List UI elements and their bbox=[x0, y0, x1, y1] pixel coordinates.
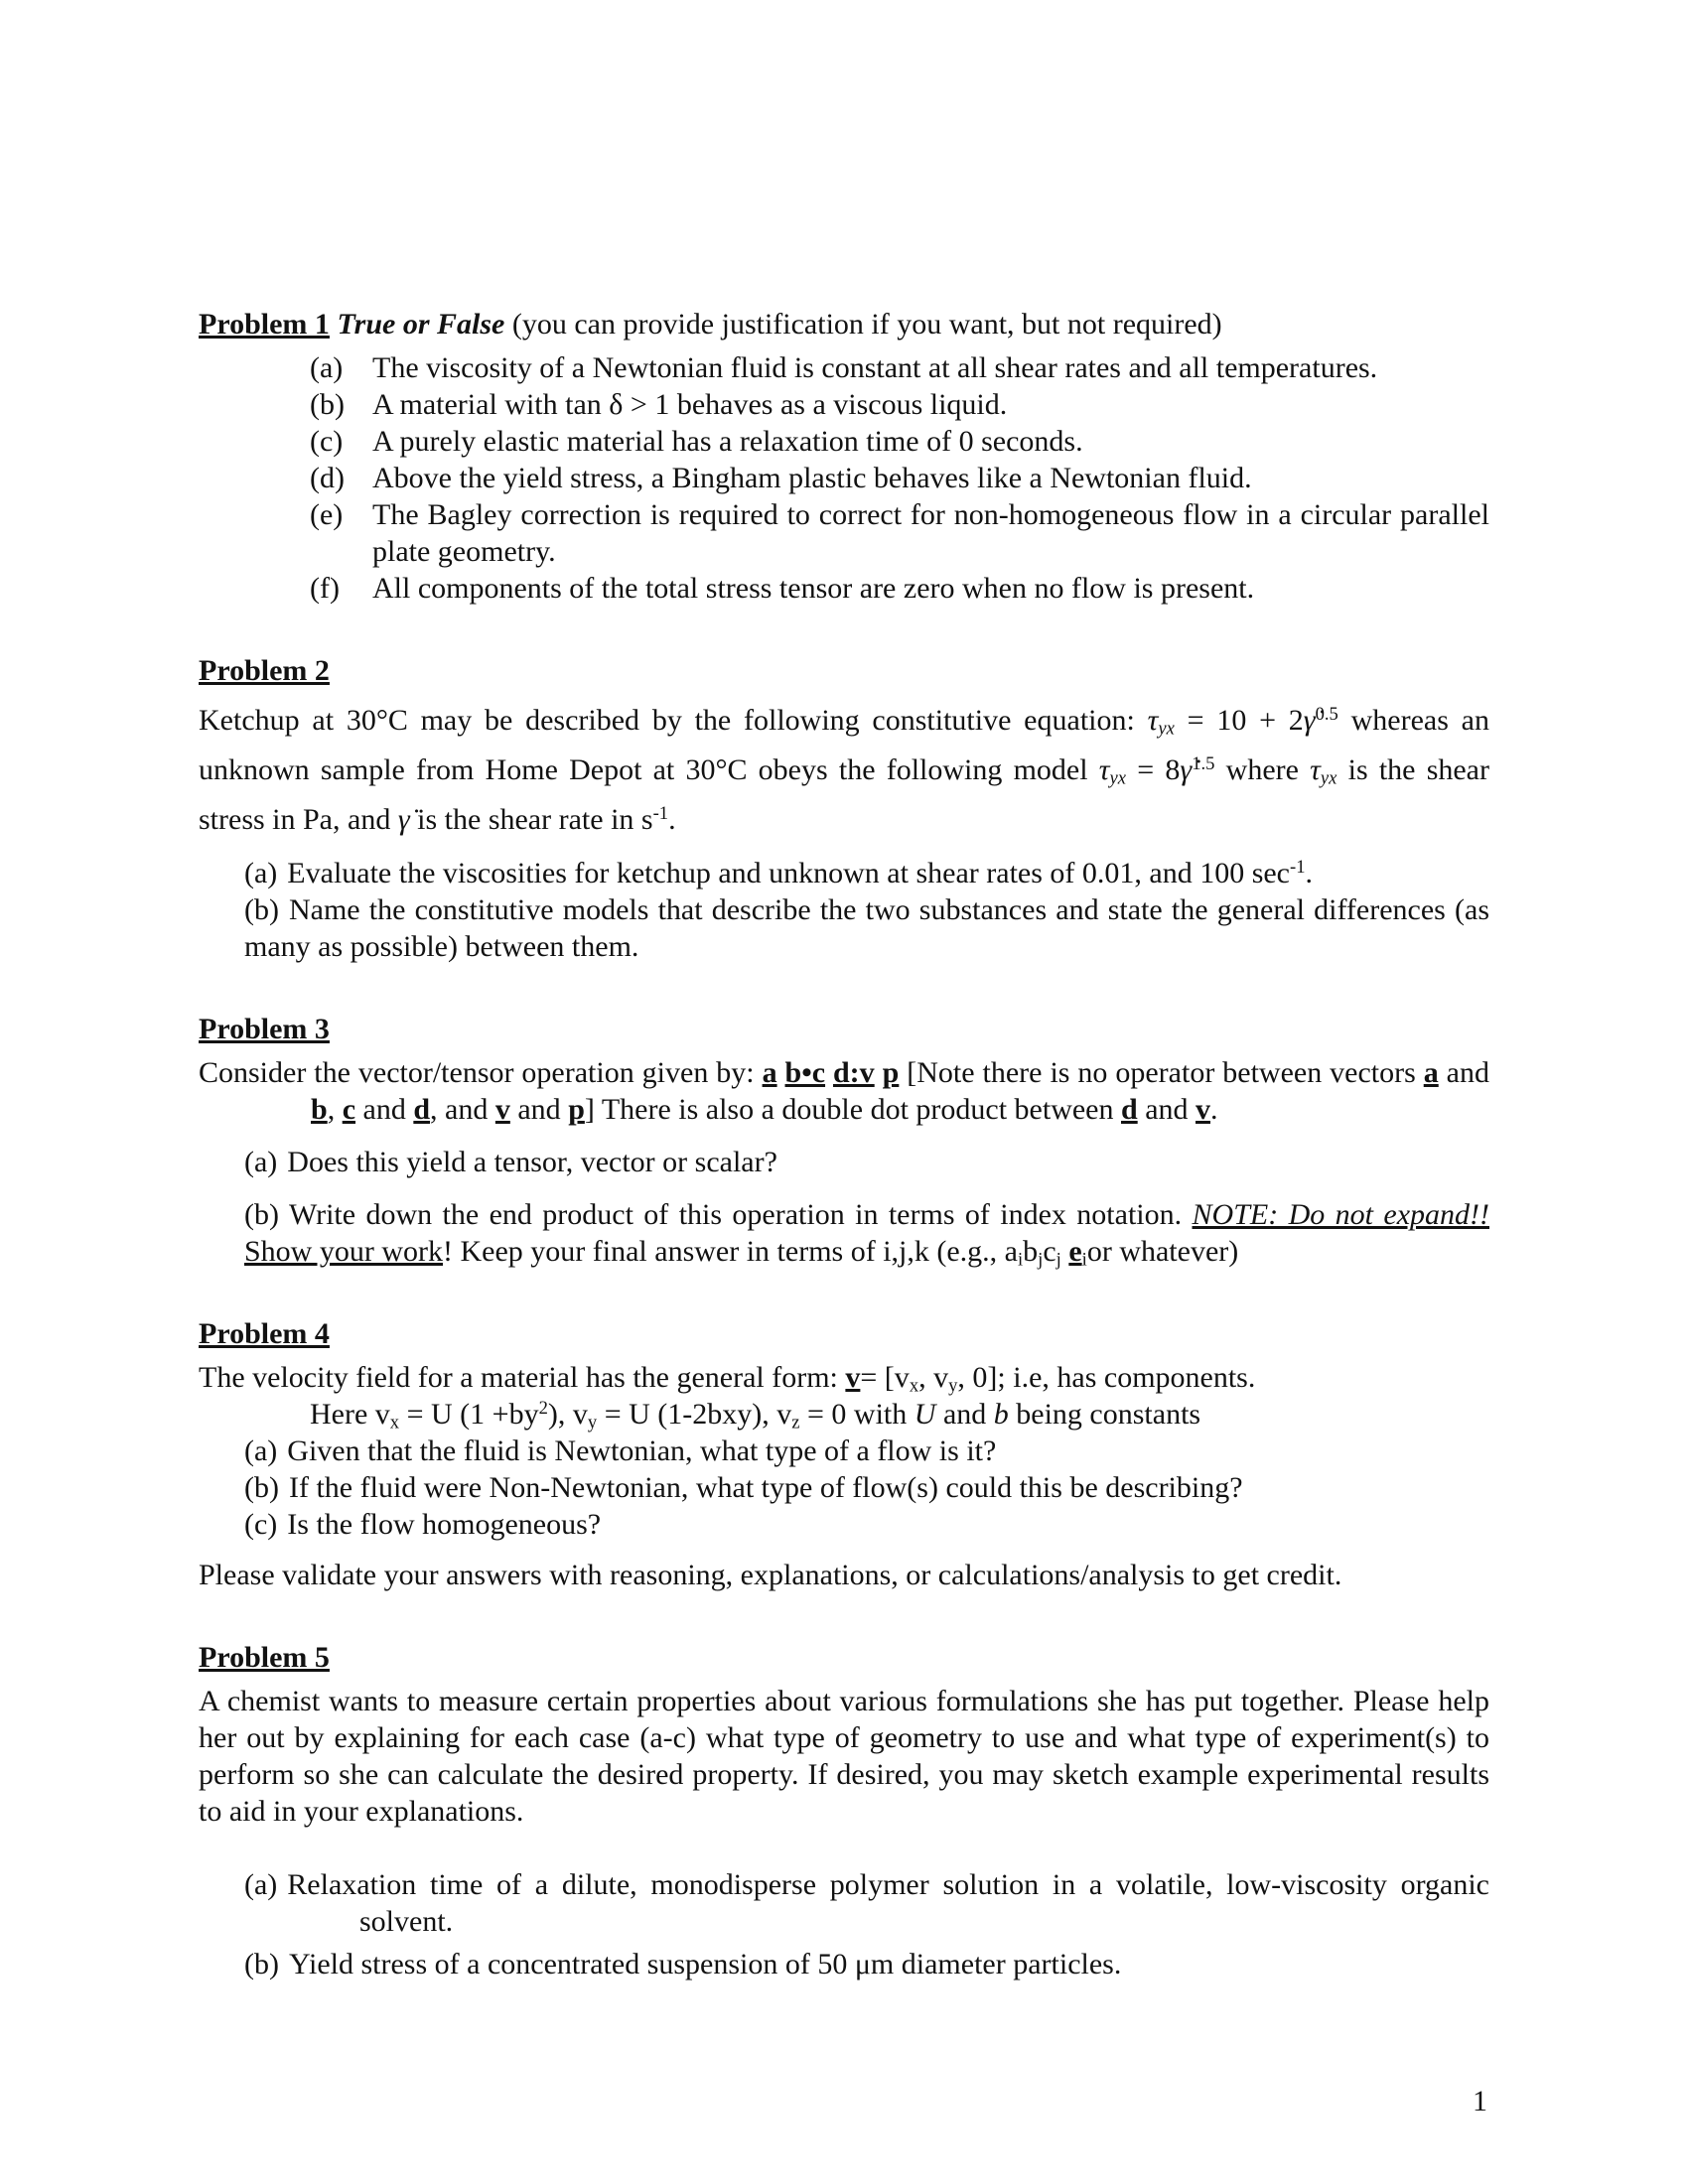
problem-1-list bbox=[310, 349, 1489, 607]
problem-4-outro: Please validate your answers with reasoning, explanations, or calculations/analysis to get credit. bbox=[199, 1559, 1342, 1591]
item-label: (b) bbox=[310, 388, 345, 421]
problem-2-item-a bbox=[244, 855, 1489, 891]
item-text: A material with tan δ > 1 behaves as a viscous liquid. bbox=[372, 388, 1008, 421]
item-text: All components of the total stress tensor are zero when no flow is present. bbox=[372, 572, 1255, 605]
problem-4-intro: The velocity field for a material has the general form: v= [vx, vy, 0]; i.e, has components. bbox=[199, 1361, 1256, 1397]
problem-2-list bbox=[244, 855, 1489, 965]
problem-2-item-b bbox=[244, 891, 1489, 965]
page-number: 1 bbox=[1473, 2085, 1487, 2117]
item-label: (b) bbox=[244, 1948, 279, 1980]
item-text: Does this yield a tensor, vector or scalar? bbox=[287, 1146, 777, 1178]
problem-4-heading: Problem 4 bbox=[199, 1317, 330, 1350]
problem-5-heading: Problem 5 bbox=[199, 1641, 330, 1674]
item-text: Is the flow homogeneous? bbox=[287, 1508, 602, 1541]
item-label: (c) bbox=[310, 425, 344, 458]
item-label: (a) bbox=[244, 857, 278, 889]
item-label: (e) bbox=[310, 498, 344, 531]
problem-4-item-c bbox=[244, 1506, 1489, 1543]
problem-1-item-d bbox=[310, 460, 1489, 496]
problem-4-components-line: Here vx = U $(1 +by^2)$, vy = U (1-2bxy), vz = 0 with U and b being constants bbox=[310, 1397, 1201, 1433]
problem-3-heading: Problem 3 bbox=[199, 1013, 330, 1045]
item-text: Evaluate the viscosities for ketchup and unknown at shear rates of 0.01, and 100 $\sec^{-1}$. bbox=[287, 856, 1313, 889]
item-text: If the fluid were Non-Newtonian, what type of flow(s) could this be describing? bbox=[288, 1471, 1243, 1504]
item-label: (b) bbox=[244, 1198, 279, 1231]
problem-3-intro: Consider the vector/tensor operation given by: a b•c d:v p [Note there is no operator between vectors a and b, c and d, and v and p] There is also a double dot product between d and v. bbox=[199, 1056, 1490, 1126]
item-label: (d) bbox=[310, 462, 345, 494]
problem-4-item-a bbox=[244, 1433, 1489, 1469]
item-text: The viscosity of a Newtonian fluid is constant at all shear rates and all temperatures. bbox=[372, 351, 1378, 384]
problem-1-item-c bbox=[310, 423, 1489, 460]
problem-2-heading: Problem 2 bbox=[199, 654, 330, 687]
item-label: (b) bbox=[244, 1471, 279, 1504]
problem-3-item-a bbox=[244, 1144, 1489, 1180]
problem-2-section bbox=[199, 652, 1489, 965]
item-text: Write down the end product of this operation in terms of index notation. NOTE: Do not expand!! Show your work! Keep your final answer in terms of i,j,k (e.g., aibjcj eior whatever) bbox=[244, 1198, 1489, 1271]
item-text: Relaxation time of a dilute, monodisperse polymer solution in a volatile, low-viscosity organic solvent. bbox=[287, 1868, 1489, 1938]
problem-5-item-a bbox=[244, 1866, 1489, 1940]
problem-5-intro: A chemist wants to measure certain properties about various formulations she has put together. Please help her out by explaining for each case (a-c) what type of geometry to use and what type of experiment(s) to perform so she can calculate the desired property. If desired, you may sketch example experimental results to aid in your explanations. bbox=[199, 1685, 1489, 1828]
item-label: (a) bbox=[244, 1434, 278, 1467]
item-label: (a) bbox=[244, 1868, 278, 1901]
problem-5-list bbox=[244, 1866, 1489, 1982]
problem-2-intro: Ketchup at 30°C may be described by the following constitutive equation: τyx = 10 + 2γ̇$^{0.5}$ whereas an unknown sample from Home Depot at 30°C obeys the following model τyx = 8γ̇$^{1.5}$ where τyx is the shear stress in Pa, and γ̇ is the shear rate in $s^{-1}$. bbox=[199, 703, 1489, 836]
problem-5-item-b bbox=[244, 1946, 1489, 1982]
problem-3-item-b bbox=[244, 1196, 1489, 1270]
problem-4-list bbox=[244, 1433, 1489, 1543]
problem-1-section bbox=[199, 306, 1489, 607]
problem-4-section bbox=[199, 1315, 1489, 1593]
problem-1-heading: Problem 1 True or False (you can provide justification if you want, but not required) bbox=[199, 308, 1222, 341]
problem-5-section bbox=[199, 1639, 1489, 1982]
problem-1-item-b bbox=[310, 386, 1489, 423]
problem-3-section bbox=[199, 1011, 1489, 1270]
item-label: (a) bbox=[244, 1146, 278, 1178]
item-text: Above the yield stress, a Bingham plastic behaves like a Newtonian fluid. bbox=[372, 462, 1252, 494]
item-label: (b) bbox=[244, 893, 279, 926]
problem-3-list bbox=[244, 1144, 1489, 1270]
item-label: (a) bbox=[310, 351, 344, 384]
problem-1-item-f bbox=[310, 570, 1489, 607]
item-text: A purely elastic material has a relaxation time of 0 seconds. bbox=[372, 425, 1083, 458]
problem-1-item-e bbox=[310, 496, 1489, 570]
problem-4-item-b bbox=[244, 1469, 1489, 1506]
item-label: (c) bbox=[244, 1508, 278, 1541]
problem-1-item-a bbox=[310, 349, 1489, 386]
item-text: The Bagley correction is required to correct for non-homogeneous flow in a circular parallel plate geometry. bbox=[372, 498, 1489, 568]
item-text: Name the constitutive models that describe the two substances and state the general differences (as many as possible) between them. bbox=[244, 893, 1489, 963]
item-label: (f) bbox=[310, 572, 340, 605]
item-text: Yield stress of a concentrated suspension of 50 μm diameter particles. bbox=[288, 1948, 1122, 1980]
item-text: Given that the fluid is Newtonian, what type of a flow is it? bbox=[287, 1434, 997, 1467]
